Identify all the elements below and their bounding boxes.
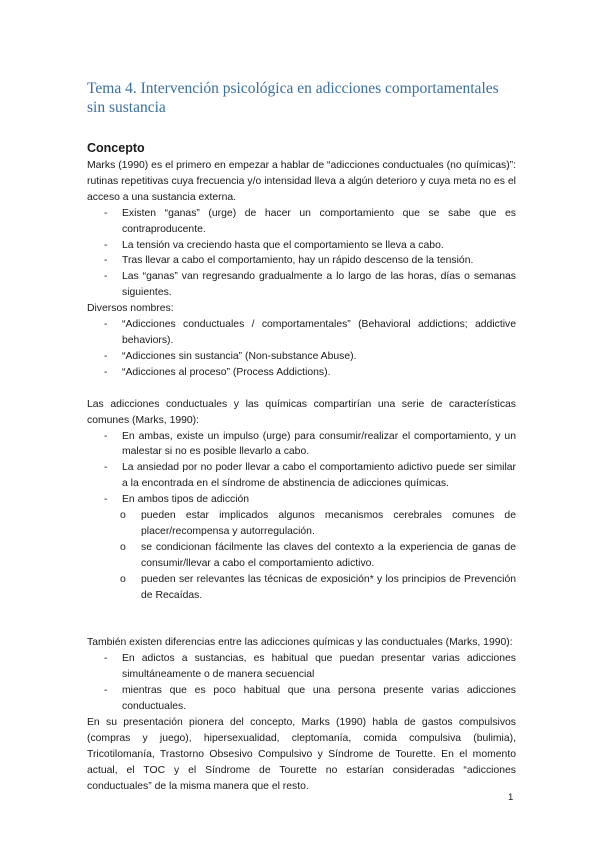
- spacer: [87, 603, 516, 635]
- list-item: - Existen “ganas” (urge) de hacer un comportamiento que se sabe que es contraproducente.: [87, 206, 516, 238]
- list-item: - En adictos a sustancias, es habitual que puedan presentar varias adicciones simultáneamente o de manera secuencial: [87, 651, 516, 683]
- list-item: - La ansiedad por no poder llevar a cabo el comportamiento adictivo puede ser similar a la encontrada en el síndrome de abstinencia de adicciones químicas.: [87, 460, 516, 492]
- sub-list-item: o se condicionan fácilmente las claves del contexto a la experiencia de ganas de consumir/llevar a cabo el comportamiento adictivo.: [87, 540, 516, 572]
- closing-paragraph: En su presentación pionera del concepto, Marks (1990) habla de gastos compulsivos (compras y juego), hipersexualidad, cleptomanía, comida compulsiva (bulimia), Tricotilomanía, Trastorno Obsesivo Compulsivo y Síndrome de Tourette. En el momento actual, el TOC y el Síndrome de Tourette no estarían consideradas “adicciones conductuales” de la misma manera que el resto.: [87, 717, 516, 792]
- names-list: [87, 317, 516, 381]
- differences-list: [87, 651, 516, 715]
- sub-list-item: o pueden ser relevantes las técnicas de exposición* y los principios de Prevención de Recaídas.: [87, 572, 516, 604]
- document-title: Tema 4. Intervención psicológica en adicciones comportamentales sin sustancia: [87, 80, 499, 116]
- common-list: [87, 429, 516, 604]
- list-item: - “Adicciones sin sustancia” (Non-substance Abuse).: [87, 349, 516, 365]
- list-item-text: En ambos tipos de adicción: [122, 494, 250, 506]
- list-item: - La tensión va creciendo hasta que el comportamiento se lleva a cabo.: [87, 238, 516, 254]
- list-item: - “Adicciones al proceso” (Process Addictions).: [87, 365, 516, 381]
- common-paragraph: Las adicciones conductuales y las químicas compartirían una serie de características comunes (Marks, 1990):: [87, 398, 516, 426]
- differences-paragraph: También existen diferencias entre las adicciones químicas y las conductuales (Marks, 1990):: [87, 637, 513, 649]
- list-item: - Las “ganas” van regresando gradualmente a lo largo de las horas, días o semanas siguientes.: [87, 269, 516, 301]
- list-item: - Tras llevar a cabo el comportamiento, hay un rápido descenso de la tensión.: [87, 253, 516, 269]
- spacer: [87, 381, 516, 397]
- section-heading: Concepto: [87, 141, 145, 155]
- page-number: 1: [508, 792, 514, 803]
- sub-list: [87, 508, 516, 603]
- list-item: - “Adicciones conductuales / comportamentales” (Behavioral addictions; addictive behaviors).: [87, 317, 516, 349]
- intro-paragraph: Marks (1990) es el primero en empezar a hablar de “adicciones conductuales (no químicas)”: rutinas repetitivas cuya frecuencia y/o intensidad lleva a algún deterioro y cuya meta no es el acceso a una sustancia externa.: [87, 160, 516, 203]
- list-item: - mientras que es poco habitual que una persona presente varias adicciones conductuales.: [87, 683, 516, 715]
- intro-list: [87, 206, 516, 301]
- names-label: Diversos nombres:: [87, 303, 174, 315]
- list-item: - En ambas, existe un impulso (urge) para consumir/realizar el comportamiento, y un malestar si no es posible llevarlo a cabo.: [87, 429, 516, 461]
- document-body: [87, 140, 516, 795]
- sub-list-item: o pueden estar implicados algunos mecanismos cerebrales comunes de placer/recompensa y autorregulación.: [87, 508, 516, 540]
- list-item: [87, 492, 516, 603]
